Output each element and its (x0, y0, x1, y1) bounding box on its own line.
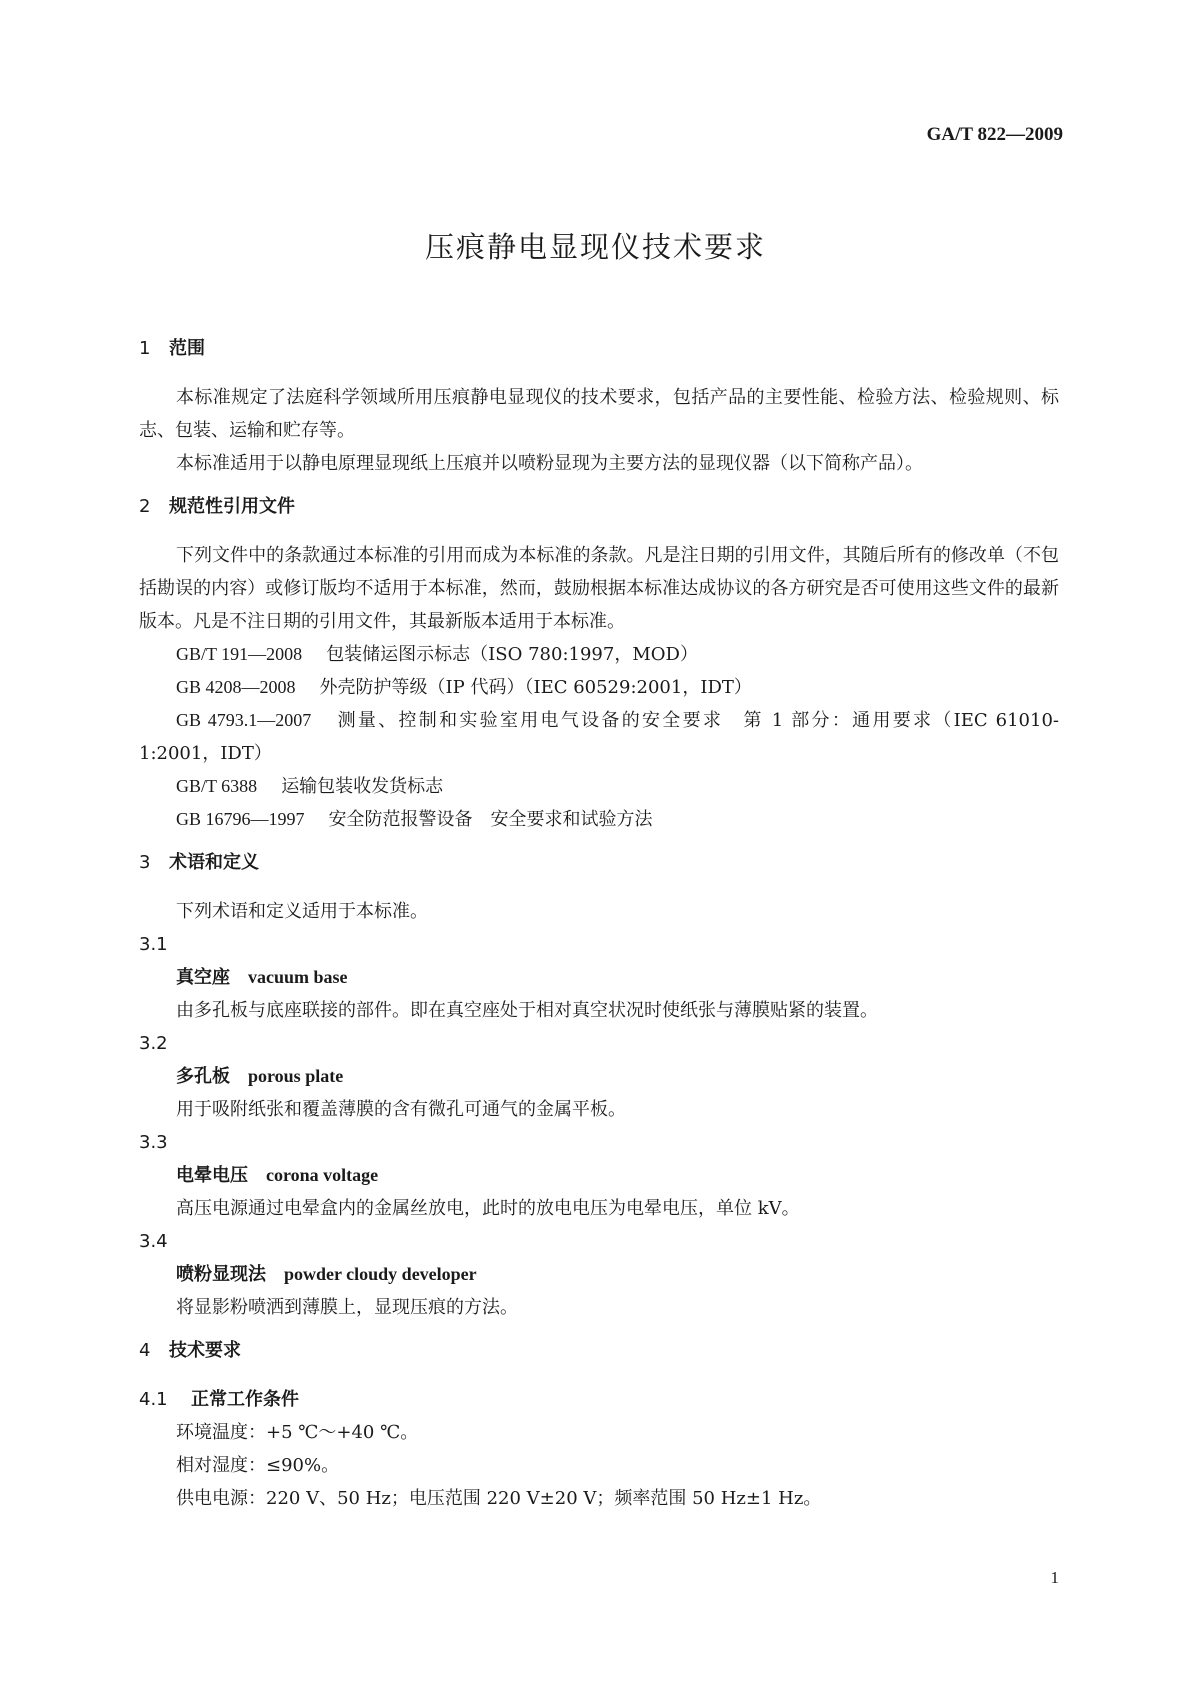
section-number: 1 (139, 338, 151, 359)
reference-text: 运输包装收发货标志 (281, 776, 444, 797)
term-en: porous plate (248, 1066, 344, 1086)
document-title: 压痕静电显现仪技术要求 (424, 230, 766, 264)
term-name (139, 961, 1059, 994)
section-title: 技术要求 (169, 1340, 241, 1361)
reference-item (139, 638, 1059, 671)
section-title: 规范性引用文件 (169, 496, 295, 517)
term-name (139, 1159, 1059, 1192)
paragraph: 下列文件中的条款通过本标准的引用而成为本标准的条款。凡是注日期的引用文件，其随后所有的修改单（不包括勘误的内容）或修订版均不适用于本标准，然而，鼓励根据本标准达成协议的各方研究是否可使用这些文件的最新版本。凡是不注日期的引用文件，其最新版本适用于本标准。 (139, 545, 1059, 632)
reference-code: GB 16796—1997 (176, 809, 305, 829)
paragraph: 下列术语和定义适用于本标准。 (176, 901, 428, 922)
section-number: 4 (139, 1340, 151, 1361)
paragraph: 本标准规定了法庭科学领域所用压痕静电显现仪的技术要求，包括产品的主要性能、检验方法、检验规则、标志、包装、运输和贮存等。 (139, 387, 1059, 441)
reference-item (139, 770, 1059, 803)
condition-item: 相对湿度：≤90%。 (176, 1455, 340, 1476)
term-cn: 电晕电压 (176, 1165, 248, 1186)
condition-item: 供电电源：220 V、50 Hz；电压范围 220 V±20 V；频率范围 50 Hz±1 Hz。 (176, 1488, 822, 1509)
term-en: vacuum base (248, 967, 348, 987)
section-4-heading (139, 1334, 1059, 1367)
reference-item (139, 803, 1059, 836)
term-definition: 将显影粉喷洒到薄膜上，显现压痕的方法。 (176, 1297, 518, 1318)
section-2-heading (139, 490, 1059, 523)
section-title: 范围 (169, 338, 205, 359)
reference-item (139, 671, 1059, 704)
reference-code: GB 4793.1—2007 (176, 710, 312, 730)
term-definition: 高压电源通过电晕盒内的金属丝放电，此时的放电电压为电晕电压，单位 kV。 (176, 1198, 800, 1219)
reference-text: 测量、控制和实验室用电气设备的安全要求 第 1 部分：通用要求（IEC 61010-1:2001，IDT） (139, 710, 1059, 764)
term-name (139, 1060, 1059, 1093)
standard-number: GA/T 822—2009 (926, 124, 1063, 145)
term-name (139, 1258, 1059, 1291)
section-1-heading (139, 332, 1059, 365)
section-number: 3 (139, 852, 151, 873)
subsection-4-1-heading (139, 1383, 1059, 1416)
term-number: 3.1 (139, 934, 168, 955)
term-number: 3.2 (139, 1033, 168, 1054)
term-number: 3.4 (139, 1231, 168, 1252)
condition-item: 环境温度：+5 ℃～+40 ℃。 (176, 1422, 419, 1443)
term-cn: 真空座 (176, 967, 230, 988)
section-title: 术语和定义 (169, 852, 259, 873)
term-definition: 由多孔板与底座联接的部件。即在真空座处于相对真空状况时使纸张与薄膜贴紧的装置。 (176, 1000, 878, 1021)
term-number: 3.3 (139, 1132, 168, 1153)
term-en: powder cloudy developer (284, 1264, 477, 1284)
document-body (139, 332, 1059, 1515)
page-number: 1 (1050, 1568, 1059, 1587)
section-3-heading (139, 846, 1059, 879)
term-en: corona voltage (266, 1165, 379, 1185)
term-cn: 喷粉显现法 (176, 1264, 266, 1285)
reference-code: GB 4208—2008 (176, 677, 296, 697)
reference-text: 包装储运图示标志（ISO 780:1997，MOD） (326, 644, 698, 665)
reference-text: 外壳防护等级（IP 代码）（IEC 60529:2001，IDT） (319, 677, 752, 698)
reference-text: 安全防范报警设备 安全要求和试验方法 (328, 809, 653, 830)
paragraph: 本标准适用于以静电原理显现纸上压痕并以喷粉显现为主要方法的显现仪器（以下简称产品）。 (176, 453, 923, 474)
reference-code: GB/T 6388 (176, 776, 258, 796)
section-number: 2 (139, 496, 151, 517)
subsection-number: 4.1 (139, 1389, 168, 1410)
subsection-title: 正常工作条件 (191, 1389, 299, 1410)
term-definition: 用于吸附纸张和覆盖薄膜的含有微孔可通气的金属平板。 (176, 1099, 626, 1120)
term-cn: 多孔板 (176, 1066, 230, 1087)
reference-item (139, 704, 1059, 770)
reference-code: GB/T 191—2008 (176, 644, 303, 664)
